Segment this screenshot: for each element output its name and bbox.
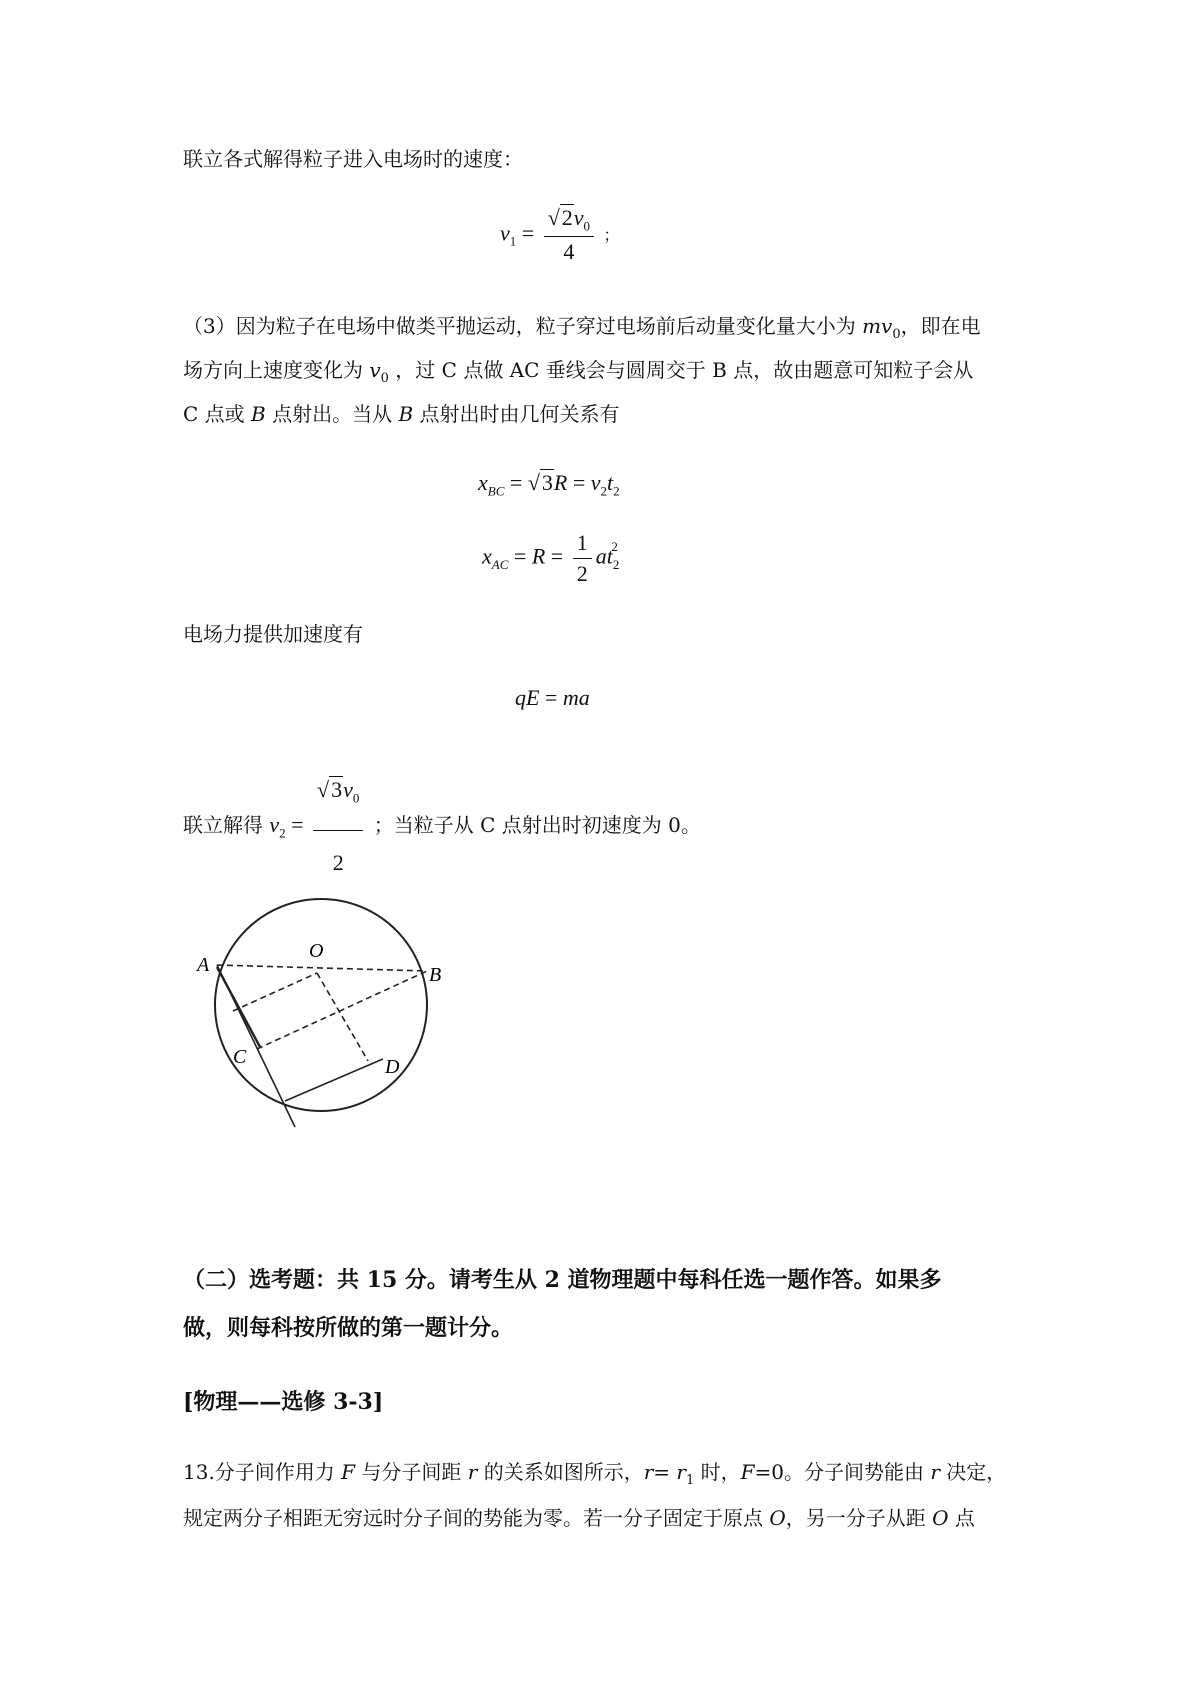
equation-xac: $x_{AC} = R$ = $\frac{1}{2}$ $at_2^2$ [482, 530, 620, 586]
label-c: C [233, 1046, 247, 1068]
line-a-extension [217, 965, 295, 1127]
section-heading-line1: （二）选考题：共 15 分。请考生从 2 道物理题中每科任选一题作答。如果多 [183, 1267, 942, 1293]
equation-xbc: $x_{BC} = √3R = v_2t_2$ [478, 470, 620, 499]
line-to-o [233, 973, 317, 1011]
paragraph-part3-line2: 场方向上速度变化为 $v_0$ ，过 C 点做 AC 垂线会与圆周交于 B 点，故由题意可知粒子会从 [183, 358, 974, 386]
paragraph-field-force: 电场力提供加速度有 [183, 622, 363, 646]
paragraph-solve-velocity: 联立各式解得粒子进入电场时的速度： [183, 147, 523, 171]
section-heading-line2: 做，则每科按所做的第一题计分。 [183, 1315, 514, 1341]
paragraph-solve-v2: 联立解得 $v_2$ = $\frac{√3v_0}{2}$ ；当粒子从 C 点射出时初速度为 0。 [183, 760, 1023, 893]
paragraph-part3-line1: （3）因为粒子在电场中做类平抛运动，粒子穿过电场前后动量变化量大小为 $mv_0$，即在电 [183, 314, 981, 342]
label-a: A [197, 954, 210, 976]
circle-geometry-figure [197, 925, 505, 1235]
line-cb [257, 971, 427, 1049]
label-o: O [309, 940, 324, 962]
paragraph-part3-line3: C 点或 B 点射出。当从 B 点射出时由几何关系有 [183, 402, 620, 426]
question-13-line2: 规定两分子相距无穷远时分子间的势能为零。若一分子固定于原点 O，另一分子从距 O 点 [183, 1506, 975, 1530]
line-to-d [285, 1059, 383, 1101]
subsection-heading: [物理——选修 3-3] [183, 1389, 384, 1415]
label-b: B [429, 964, 442, 986]
line-od [317, 973, 368, 1061]
line-ab [217, 965, 427, 971]
question-13-line1: 13.分子间作用力 F 与分子间距 r 的关系如图所示，$r= r_1$ 时，F=0。分子间势能由 r 决定， [183, 1460, 1007, 1488]
label-d: D [385, 1056, 400, 1078]
equation-v1: $v_1$ = $\frac{√2v_0}{4}$ ； [500, 205, 620, 265]
fraction-v1: $\frac{√2v_0}{4}$ [544, 205, 594, 265]
equation-qe-ma: qE = ma [515, 685, 590, 710]
